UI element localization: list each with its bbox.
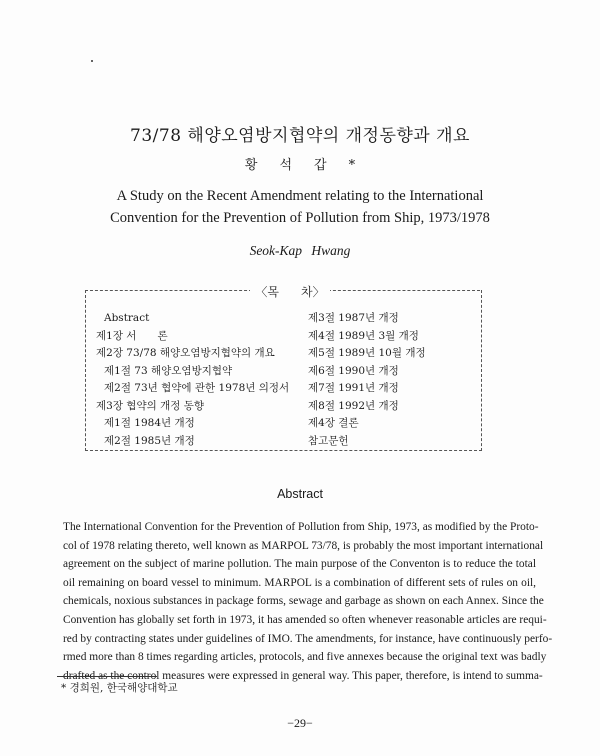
abstract-line: oil remaining on board vessel to minimum. MARPOL is a combination of different sets of rules on oil,	[63, 576, 536, 589]
toc-left-column	[96, 310, 316, 450]
speck-mark	[91, 60, 93, 62]
toc-item: 제3절 1987년 개정	[308, 312, 399, 324]
toc-item: Abstract	[104, 312, 150, 324]
toc-heading-close: 차〉	[301, 285, 325, 299]
english-author: Seok-Kap Hwang	[249, 243, 351, 258]
toc-item: 제1장 서 론	[96, 329, 168, 342]
toc-border-top-left	[85, 290, 257, 291]
toc-border-top-right	[318, 290, 480, 291]
toc-item: 제4절 1989년 3월 개정	[308, 329, 419, 342]
toc-item: 제2절 73년 협약에 관한 1978년 의정서	[104, 382, 290, 394]
footnote: * 경희원, 한국해양대학교	[61, 682, 178, 694]
toc-item: 참고문헌	[308, 434, 349, 447]
toc-right-column	[308, 310, 468, 450]
toc-item: 제1절 73 해양오염방지협약	[104, 364, 233, 377]
abstract-line: chemicals, noxious substances in package forms, sewage and garbage as shown on each Annex. Since the	[63, 595, 544, 608]
toc-item: 제7절 1991년 개정	[308, 382, 399, 394]
toc-item: 제6절 1990년 개정	[308, 364, 399, 377]
toc-heading	[250, 283, 330, 300]
toc-item: 제2장 73/78 해양오염방지협약의 개요	[96, 347, 275, 359]
toc-item: 제1절 1984년 개정	[104, 417, 195, 429]
page-number: −29−	[287, 716, 313, 730]
english-title-line-2: Convention for the Prevention of Pollution from Ship, 1973/1978	[110, 210, 490, 226]
english-title-line-1: A Study on the Recent Amendment relating to the International	[116, 188, 484, 204]
toc-heading-open: 〈목	[255, 285, 279, 299]
abstract-line: col of 1978 relating thereto, well known as MARPOL 73/78, is probably the most important international	[63, 539, 544, 552]
abstract-body	[63, 518, 553, 685]
abstract-line: drafted as the control measures were expressed in general way. This paper, therefore, is intend to summa-	[63, 669, 543, 682]
toc-item: 제3장 협약의 개정 동향	[96, 399, 204, 412]
toc-item: 제2절 1985년 개정	[104, 434, 195, 447]
footnote-rule	[57, 676, 157, 677]
abstract-line: The International Convention for the Prevention of Pollution from Ship, 1973, as modified by the Proto-	[63, 521, 539, 533]
korean-title: 73/78 해양오염방지협약의 개정동향과 개요	[130, 126, 470, 146]
abstract-line: agreement on the subject of marine pollution. The main purpose of the Conventon is to reduce the total	[63, 558, 536, 571]
toc-item: 제4장 결론	[308, 417, 359, 429]
toc-item: 제5절 1989년 10월 개정	[308, 347, 426, 359]
abstract-line: red by contracting states under guidelines of IMO. The amendments, for instance, have continuously perfo-	[63, 632, 553, 645]
abstract-heading: Abstract	[277, 487, 323, 501]
english-title	[0, 185, 600, 229]
abstract-line: Convention has globally set forth in 1973, it has amended so often whenever reasonable articles are requi-	[63, 613, 547, 626]
korean-author: 황석갑*	[244, 158, 378, 173]
abstract-line: rmed more than 8 times regarding articles, protocols, and five annexes because the original text was badly	[63, 651, 547, 664]
toc-item: 제8절 1992년 개정	[308, 399, 399, 412]
